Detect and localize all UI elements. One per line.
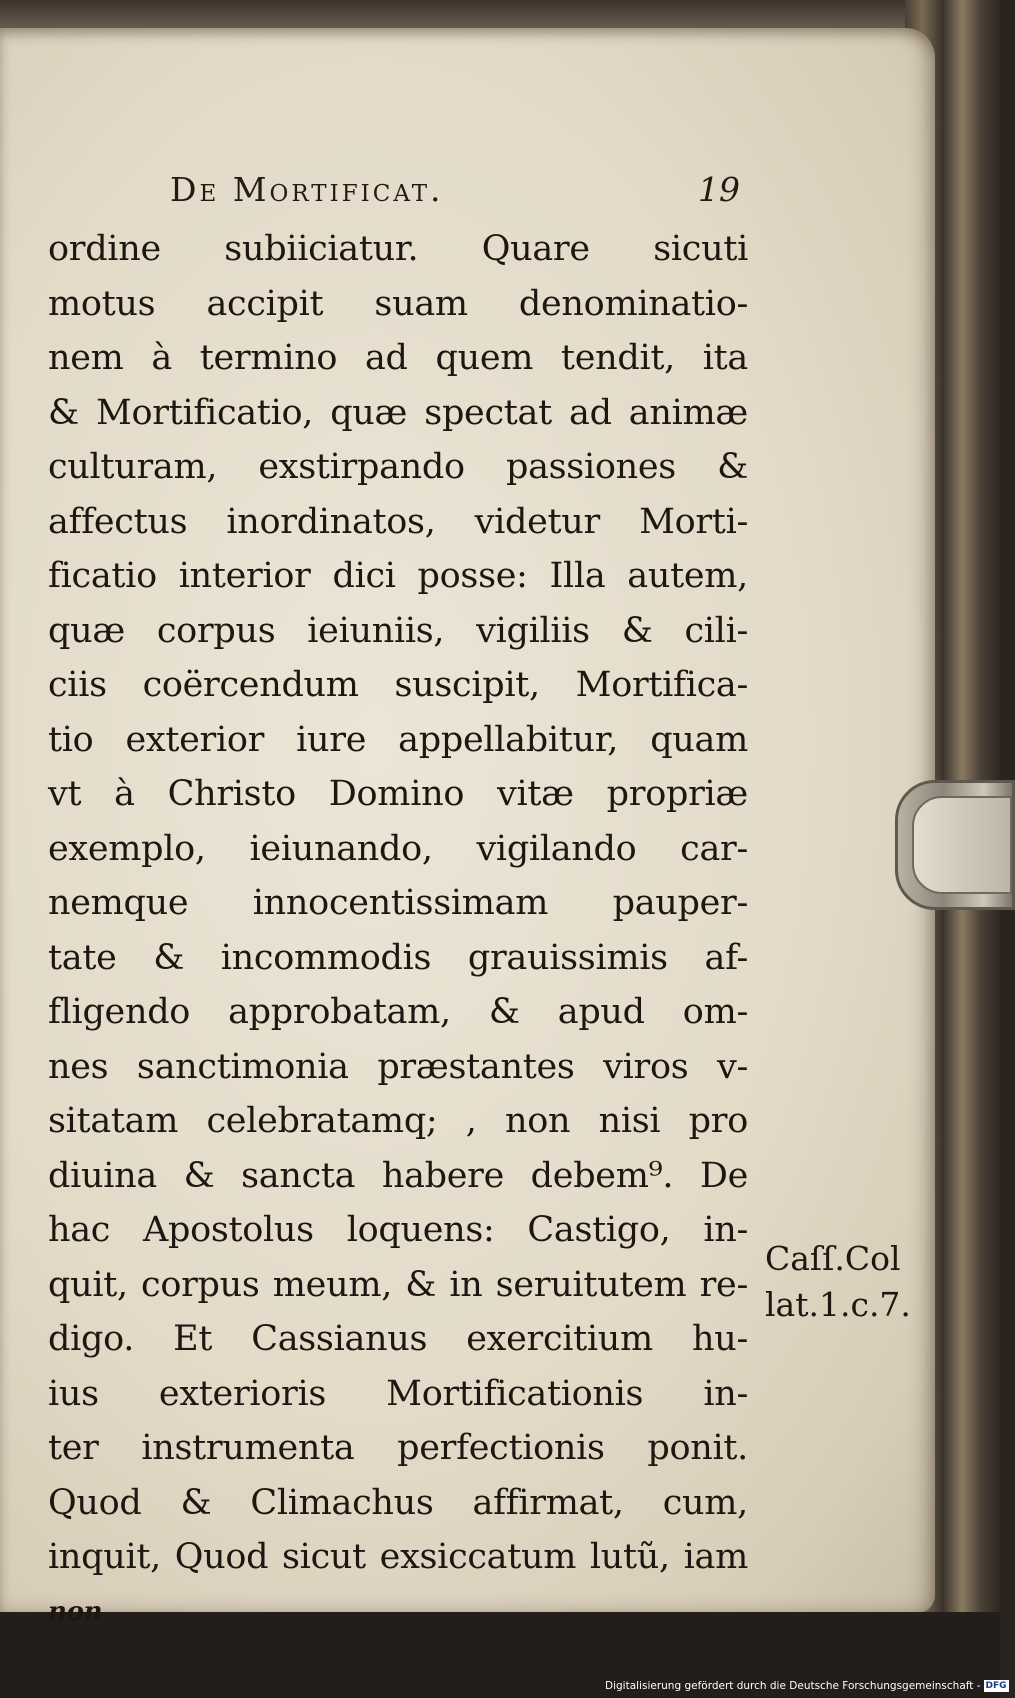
marginal-note-line: lat.1.c.7. — [765, 1285, 911, 1324]
body-text — [48, 222, 748, 1639]
running-head-title: De Mortificat. — [170, 170, 444, 209]
text-line: ter instrumenta perfectionis ponit. — [48, 1428, 748, 1468]
text-line: motus accipit suam denominatio- — [48, 283, 748, 324]
text-line: nem à termino ad quem tendit, ita — [48, 338, 748, 378]
text-line: & Mortificatio, quæ spectat ad animæ — [48, 392, 748, 433]
text-line: tio exterior iure appellabitur, quam — [48, 719, 748, 760]
text-line: ficatio interior dici posse: Illa autem, — [48, 556, 748, 596]
running-head — [170, 170, 740, 209]
top-book-edge — [0, 0, 1000, 30]
metal-clasp-inner — [912, 796, 1012, 894]
text-line: nes sanctimonia præstantes viros v- — [48, 1046, 748, 1087]
footer-text: Digitalisierung gefördert durch die Deutsche Forschungsgemeinschaft - — [605, 1680, 981, 1692]
text-line: culturam, exstirpando passiones & — [48, 447, 748, 487]
text-line: exemplo, ieiunando, vigilando car- — [48, 828, 748, 869]
text-line: ordine subiiciatur. Quare sicuti — [48, 229, 748, 269]
text-line: tate & incommodis grauissimis af- — [48, 937, 748, 978]
text-line: quit, corpus meum, & in seruitutem re- — [48, 1264, 748, 1305]
text-line: inquit, Quod sicut exsiccatum lutũ, iam — [48, 1537, 748, 1577]
text-line: affectus inordinatos, videtur Morti- — [48, 501, 748, 542]
dfg-logo: DFG — [985, 1681, 1007, 1691]
text-line: nemque innocentissimam pauper- — [48, 883, 748, 923]
digitization-footer — [605, 1680, 1007, 1692]
text-line: ius exterioris Mortificationis in- — [48, 1373, 748, 1414]
text-line: quæ corpus ieiuniis, vigiliis & cili- — [48, 610, 748, 651]
text-line: diuina & sancta habere debem⁹. De — [48, 1155, 748, 1196]
text-line: vt à Christo Domino vitæ propriæ — [48, 774, 748, 814]
catchword: non — [48, 1596, 103, 1627]
text-line: digo. Et Cassianus exercitium hu- — [48, 1319, 748, 1359]
text-line: sitatam celebratamq; , non nisi pro — [48, 1101, 748, 1141]
text-line: Quod & Climachus affirmat, cum, — [48, 1482, 748, 1523]
text-line: fligendo approbatam, & apud om- — [48, 992, 748, 1032]
text-line: ciis coërcendum suscipit, Mortifica- — [48, 665, 748, 705]
page-number: 19 — [698, 170, 740, 209]
text-line: hac Apostolus loquens: Castigo, in- — [48, 1210, 748, 1250]
marginal-note — [765, 1236, 925, 1328]
marginal-note-line: Caſſ.Col — [765, 1239, 901, 1278]
